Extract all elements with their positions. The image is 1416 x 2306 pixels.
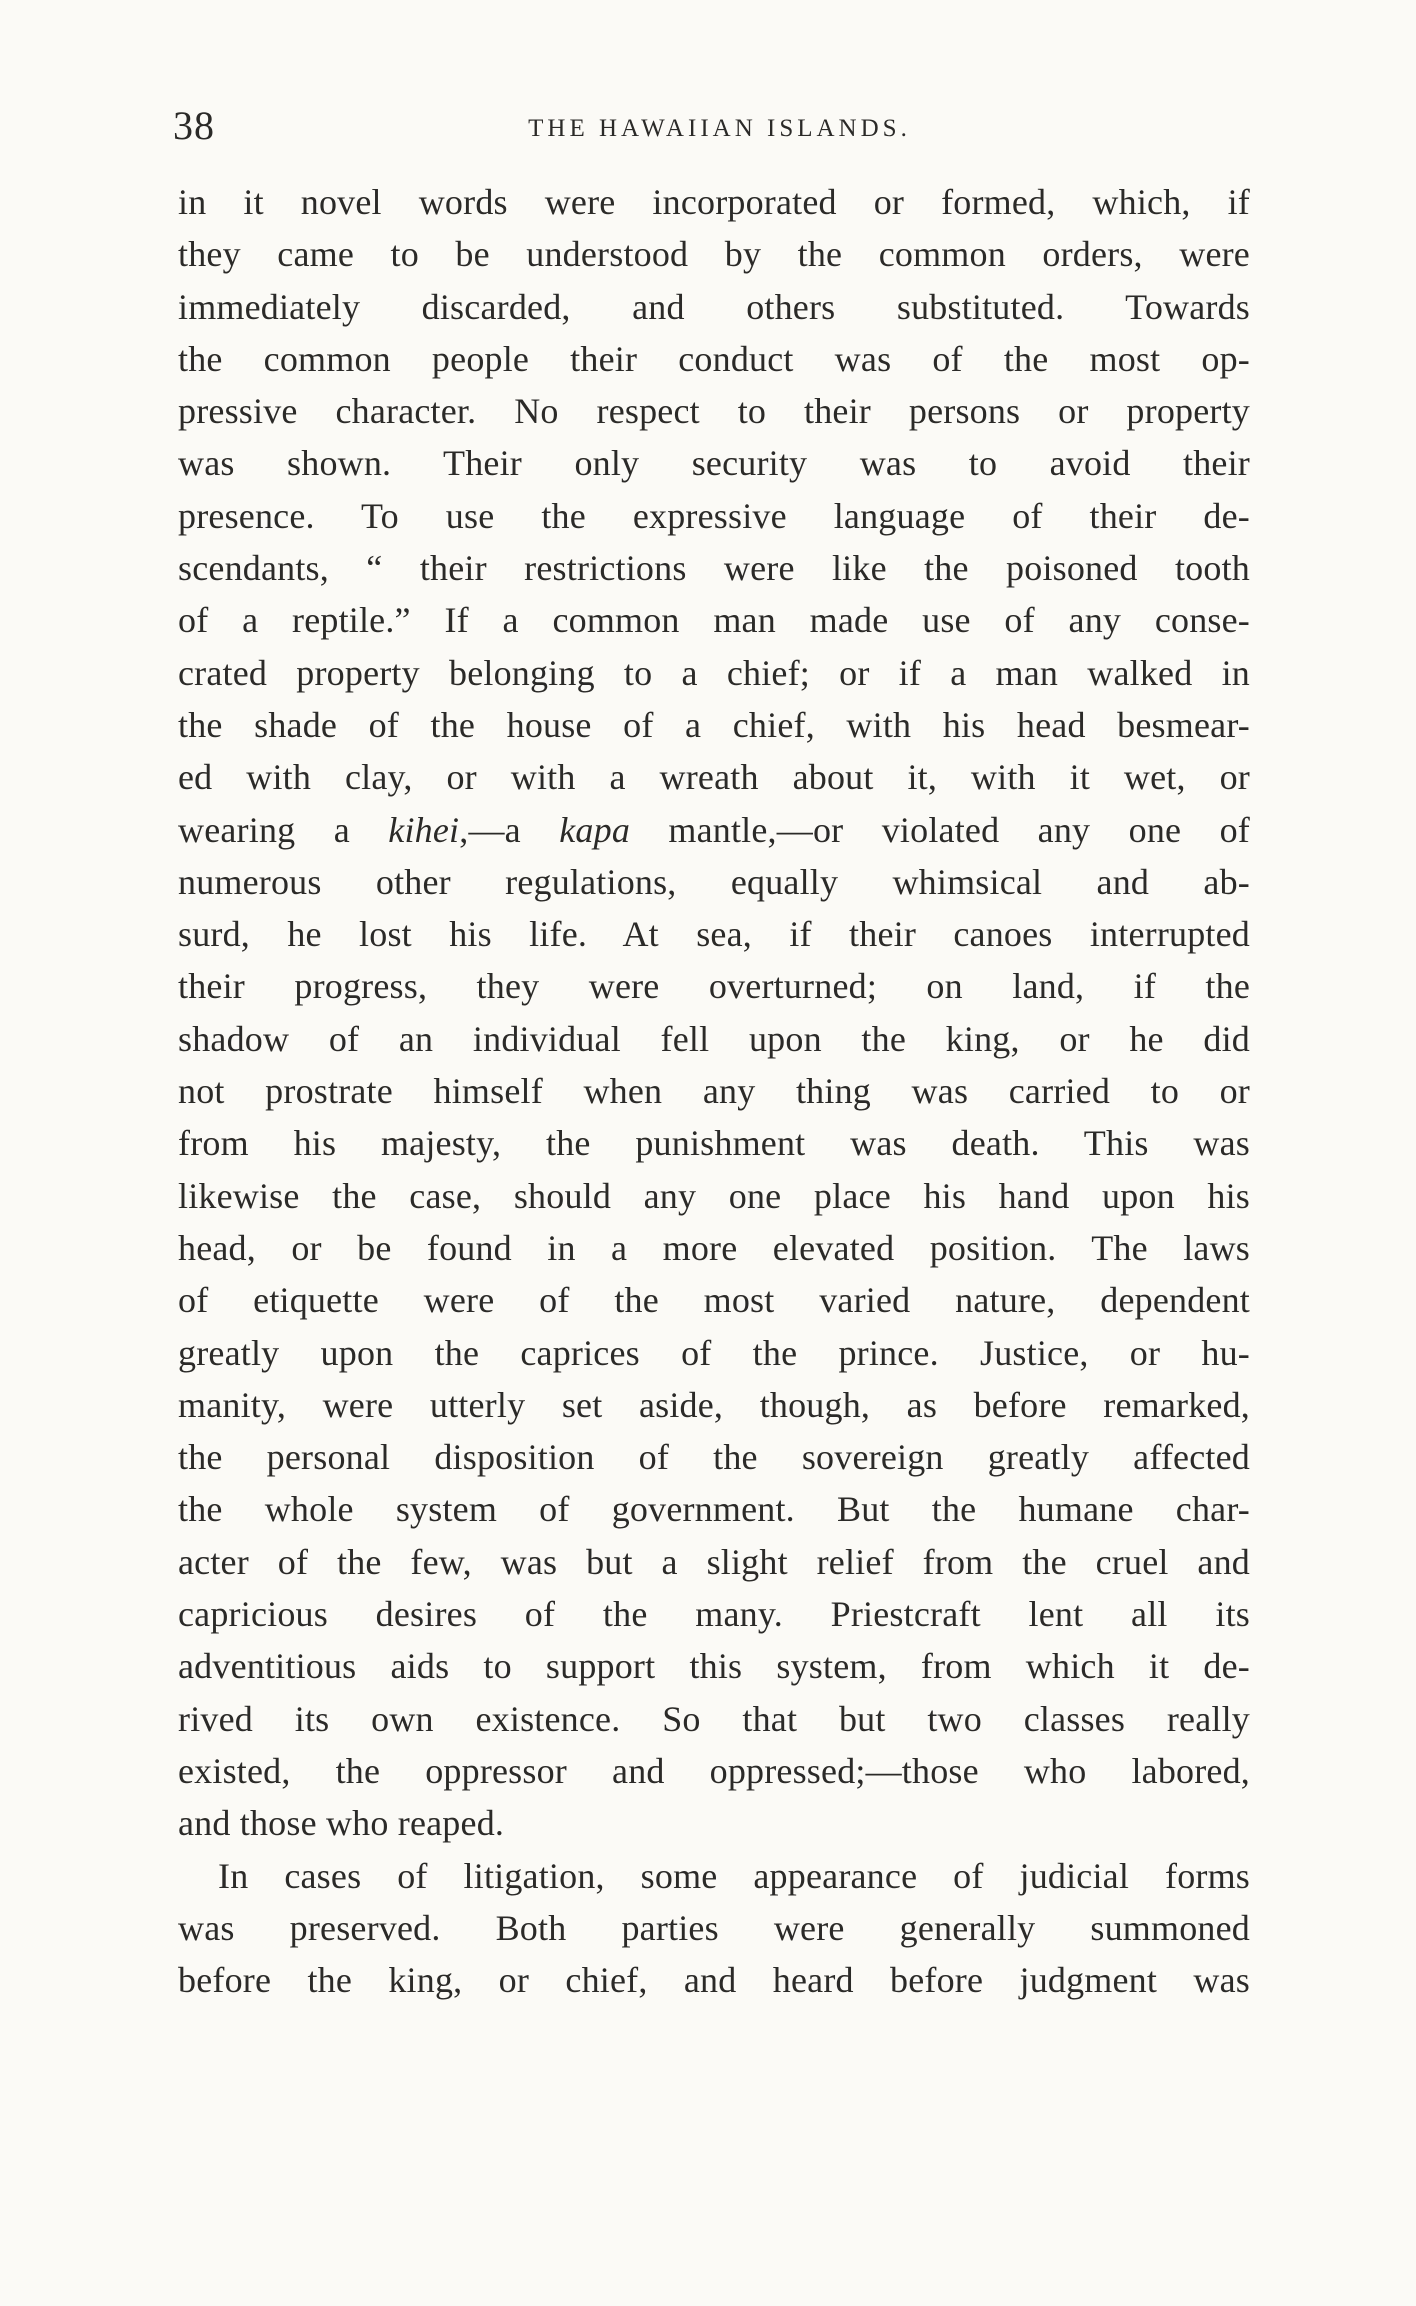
running-head: THE HAWAIIAN ISLANDS. [528, 115, 911, 142]
text-line: scendants, “ their restrictions were like the poisoned tooth [178, 548, 1250, 589]
paragraph-2 [178, 1850, 1250, 2007]
text-line: crated property belonging to a chief; or if a man walked in [178, 652, 1250, 693]
text-line: numerous other regulations, equally whimsical and ab- [178, 861, 1250, 902]
text-line: greatly upon the caprices of the prince. Justice, or hu- [178, 1332, 1250, 1373]
text-line: of etiquette were of the most varied nature, dependent [178, 1280, 1250, 1321]
text-line: pressive character. No respect to their persons or property [178, 391, 1250, 432]
body-text [178, 176, 1250, 2006]
text-line: in it novel words were incorporated or formed, which, if [178, 182, 1250, 222]
text-line: before the king, or chief, and heard before judgment was [178, 1960, 1250, 2001]
text-line: manity, were utterly set aside, though, as before remarked, [178, 1384, 1250, 1425]
text-line: and those who reaped. [178, 1803, 505, 1844]
paragraph-1 [178, 176, 1250, 1850]
page-number: 38 [173, 103, 215, 148]
text-line: surd, he lost his life. At sea, if their canoes interrupted [178, 914, 1250, 955]
text-line: was preserved. Both parties were generally summoned [178, 1907, 1250, 1948]
text-line: immediately discarded, and others substituted. Towards [178, 286, 1250, 327]
text-line: from his majesty, the punishment was death. This was [178, 1123, 1250, 1164]
italic-term: kapa [559, 809, 631, 850]
text-line: the whole system of government. But the humane char- [178, 1489, 1250, 1530]
text-line: the shade of the house of a chief, with his head besmear- [178, 704, 1250, 745]
text-line: head, or be found in a more elevated position. The laws [178, 1227, 1250, 1268]
text-line: In cases of litigation, some appearance of judicial forms [218, 1855, 1250, 1896]
text-line: capricious desires of the many. Priestcraft lent all its [178, 1594, 1250, 1635]
text-line: rived its own existence. So that but two classes really [178, 1698, 1250, 1739]
italic-term: kihei [388, 809, 460, 850]
text-line: existed, the oppressor and oppressed;—those who labored, [178, 1750, 1250, 1791]
text-line: presence. To use the expressive language of their de- [178, 495, 1250, 536]
page-header [173, 96, 1248, 156]
text-line: their progress, they were overturned; on land, if the [178, 966, 1250, 1007]
text-line: the personal disposition of the sovereign greatly affected [178, 1437, 1250, 1478]
text-line: adventitious aids to support this system, from which it de- [178, 1646, 1250, 1687]
text-line: they came to be understood by the common orders, were [178, 234, 1250, 275]
text-line: acter of the few, was but a slight relief from the cruel and [178, 1541, 1250, 1582]
text-line-with-italics: wearing a kihei,—a kapa mantle,—or violated any one of [178, 809, 1250, 850]
text-line: likewise the case, should any one place his hand upon his [178, 1175, 1250, 1216]
text-line: not prostrate himself when any thing was carried to or [178, 1071, 1250, 1112]
text-line: the common people their conduct was of the most op- [178, 338, 1250, 379]
text-line: of a reptile.” If a common man made use of any conse- [178, 600, 1250, 641]
text-line: was shown. Their only security was to avoid their [178, 443, 1250, 484]
text-line: ed with clay, or with a wreath about it, with it wet, or [178, 757, 1250, 798]
text-line: shadow of an individual fell upon the king, or he did [178, 1018, 1250, 1059]
